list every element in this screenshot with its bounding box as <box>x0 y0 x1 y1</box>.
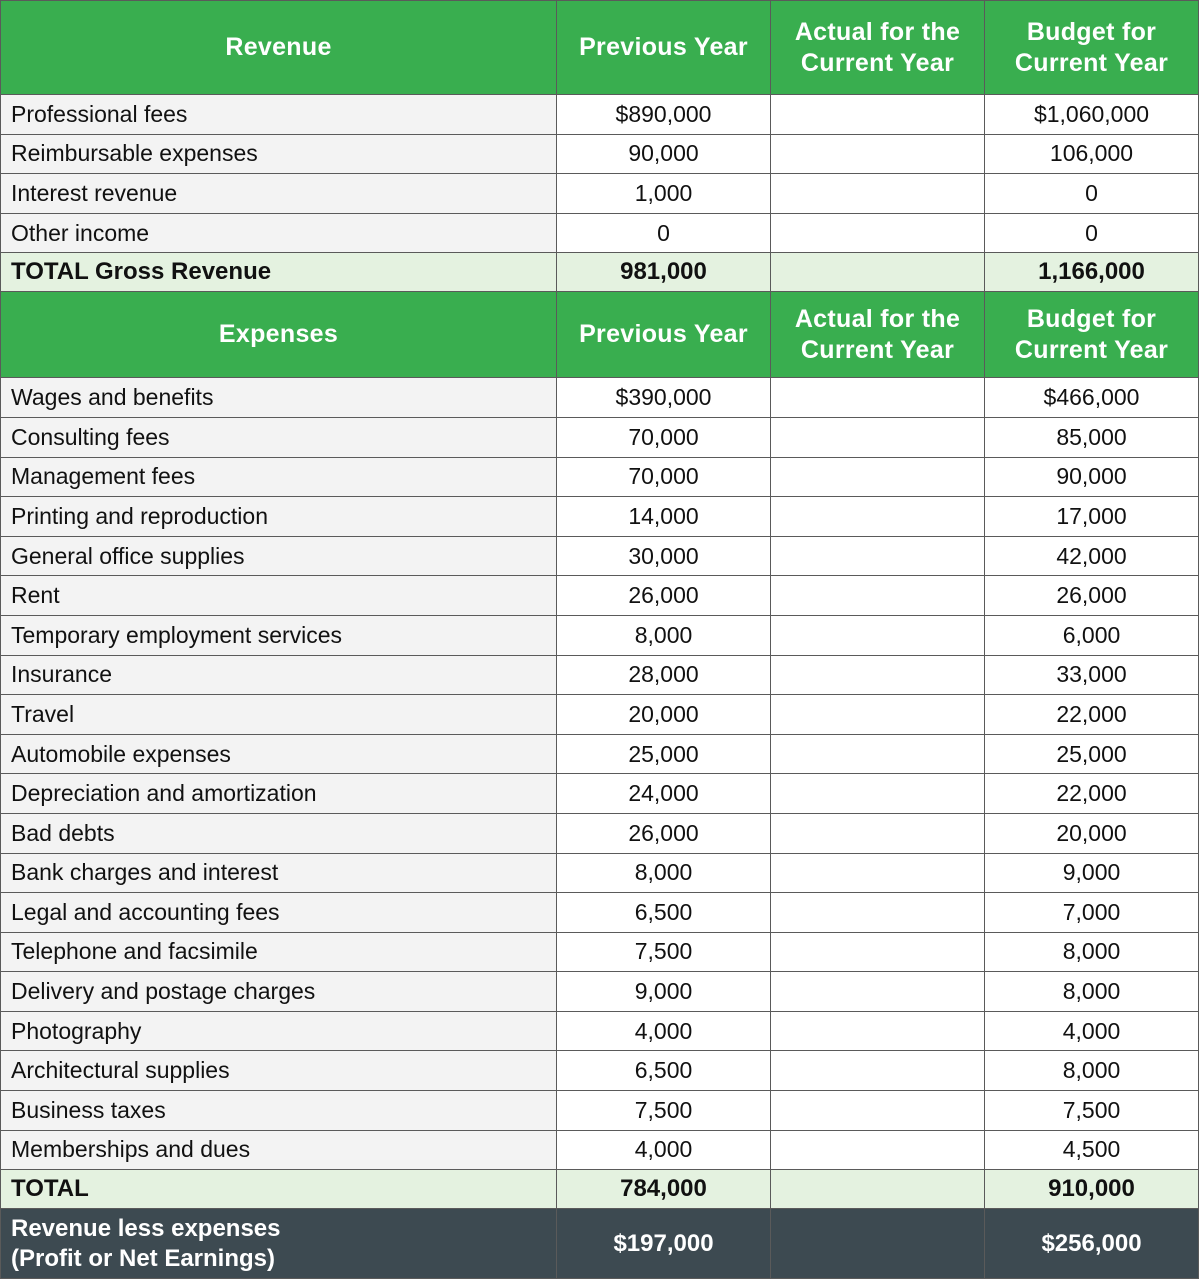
row-label: Photography <box>1 1011 557 1051</box>
budget-current-year-value: 20,000 <box>985 813 1199 853</box>
budget-current-year-value: 4,500 <box>985 1130 1199 1170</box>
budget-current-year-value: 7,000 <box>985 893 1199 933</box>
budget-current-year-value: 22,000 <box>985 695 1199 735</box>
budget-current-year-value: 4,000 <box>985 1011 1199 1051</box>
expense-row <box>1 1130 1199 1170</box>
budget-current-year-value: 106,000 <box>985 134 1199 174</box>
previous-year-value: 0 <box>557 213 771 253</box>
row-label: Reimbursable expenses <box>1 134 557 174</box>
budget-current-year-value: $1,060,000 <box>985 95 1199 135</box>
revenue-category-header: Revenue <box>1 1 557 95</box>
actual-current-year-value <box>771 497 985 537</box>
previous-year-value: 30,000 <box>557 536 771 576</box>
row-label: Management fees <box>1 457 557 497</box>
net-label-line: (Profit or Net Earnings) <box>11 1244 276 1272</box>
budget-current-year-value: 8,000 <box>985 972 1199 1012</box>
actual-current-year-value <box>771 893 985 933</box>
budget-current-year-value: 0 <box>985 174 1199 214</box>
row-label: Depreciation and amortization <box>1 774 557 814</box>
expense-row <box>1 1011 1199 1051</box>
row-label: Temporary employment services <box>1 615 557 655</box>
actual-current-year-net <box>771 1209 985 1279</box>
header-line: Current Year <box>800 48 955 77</box>
budget-current-year-value: $466,000 <box>985 378 1199 418</box>
row-label: Legal and accounting fees <box>1 893 557 933</box>
net-label-line: Revenue less expenses <box>11 1214 281 1242</box>
expense-row <box>1 1091 1199 1131</box>
net-earnings-row <box>1 1209 1199 1279</box>
row-label: General office supplies <box>1 536 557 576</box>
previous-year-value: 20,000 <box>557 695 771 735</box>
actual-current-year-value <box>771 615 985 655</box>
expense-row <box>1 734 1199 774</box>
budget-current-year-value: 17,000 <box>985 497 1199 537</box>
expense-row <box>1 972 1199 1012</box>
previous-year-value: 4,000 <box>557 1011 771 1051</box>
header-line: Budget for <box>1026 17 1157 46</box>
actual-current-year-value <box>771 457 985 497</box>
expense-row <box>1 893 1199 933</box>
total-label: TOTAL <box>1 1170 557 1209</box>
expense-row <box>1 1051 1199 1091</box>
expense-row <box>1 813 1199 853</box>
actual-current-year-value <box>771 95 985 135</box>
previous-year-value: $890,000 <box>557 95 771 135</box>
budget-current-year-value: 0 <box>985 213 1199 253</box>
expenses-budget-current-header <box>985 292 1199 378</box>
actual-current-year-value <box>771 813 985 853</box>
budget-current-year-total: 910,000 <box>985 1170 1199 1209</box>
actual-current-year-total <box>771 253 985 292</box>
expense-row <box>1 378 1199 418</box>
expense-row <box>1 615 1199 655</box>
actual-current-year-value <box>771 378 985 418</box>
row-label: Printing and reproduction <box>1 497 557 537</box>
row-label: Architectural supplies <box>1 1051 557 1091</box>
row-label: Rent <box>1 576 557 616</box>
actual-current-year-value <box>771 576 985 616</box>
budget-current-year-value: 42,000 <box>985 536 1199 576</box>
actual-current-year-value <box>771 1051 985 1091</box>
expense-row <box>1 853 1199 893</box>
expenses-category-header: Expenses <box>1 292 557 378</box>
actual-current-year-value <box>771 1130 985 1170</box>
previous-year-value: 70,000 <box>557 457 771 497</box>
budget-current-year-value: 6,000 <box>985 615 1199 655</box>
row-label: Insurance <box>1 655 557 695</box>
row-label: Travel <box>1 695 557 735</box>
budget-current-year-value: 8,000 <box>985 1051 1199 1091</box>
previous-year-value: 6,500 <box>557 1051 771 1091</box>
expenses-total-row <box>1 1170 1199 1209</box>
row-label: Automobile expenses <box>1 734 557 774</box>
previous-year-value: 24,000 <box>557 774 771 814</box>
row-label: Interest revenue <box>1 174 557 214</box>
expenses-section <box>1 292 1199 1279</box>
budget-current-year-total: 1,166,000 <box>985 253 1199 292</box>
previous-year-total: 784,000 <box>557 1170 771 1209</box>
previous-year-value: 26,000 <box>557 576 771 616</box>
previous-year-value: 8,000 <box>557 615 771 655</box>
revenue-row <box>1 174 1199 214</box>
row-label: Bad debts <box>1 813 557 853</box>
row-label: Business taxes <box>1 1091 557 1131</box>
previous-year-value: 14,000 <box>557 497 771 537</box>
revenue-total-row <box>1 253 1199 292</box>
expense-row <box>1 695 1199 735</box>
budget-current-year-value: 90,000 <box>985 457 1199 497</box>
previous-year-value: 4,000 <box>557 1130 771 1170</box>
actual-current-year-value <box>771 417 985 457</box>
expenses-header-row <box>1 292 1199 378</box>
actual-current-year-value <box>771 734 985 774</box>
previous-year-net: $197,000 <box>557 1209 771 1279</box>
budget-current-year-value: 26,000 <box>985 576 1199 616</box>
actual-current-year-value <box>771 853 985 893</box>
revenue-row <box>1 134 1199 174</box>
expenses-previous-year-header: Previous Year <box>557 292 771 378</box>
row-label: Telephone and facsimile <box>1 932 557 972</box>
actual-current-year-value <box>771 655 985 695</box>
previous-year-total: 981,000 <box>557 253 771 292</box>
header-line: Budget for <box>1026 304 1157 333</box>
row-label: Consulting fees <box>1 417 557 457</box>
net-earnings-label <box>1 1209 557 1279</box>
budget-current-year-value: 7,500 <box>985 1091 1199 1131</box>
header-line: Current Year <box>800 335 955 364</box>
revenue-previous-year-header: Previous Year <box>557 1 771 95</box>
row-label: Memberships and dues <box>1 1130 557 1170</box>
row-label: Wages and benefits <box>1 378 557 418</box>
row-label: Delivery and postage charges <box>1 972 557 1012</box>
header-line: Current Year <box>1014 48 1169 77</box>
actual-current-year-value <box>771 1011 985 1051</box>
budget-current-year-value: 25,000 <box>985 734 1199 774</box>
expense-row <box>1 497 1199 537</box>
previous-year-value: 7,500 <box>557 1091 771 1131</box>
revenue-actual-current-header <box>771 1 985 95</box>
budget-current-year-value: 22,000 <box>985 774 1199 814</box>
previous-year-value: 70,000 <box>557 417 771 457</box>
revenue-row <box>1 213 1199 253</box>
expense-row <box>1 457 1199 497</box>
budget-current-year-net: $256,000 <box>985 1209 1199 1279</box>
revenue-section <box>1 1 1199 292</box>
expense-row <box>1 576 1199 616</box>
revenue-budget-current-header <box>985 1 1199 95</box>
previous-year-value: 90,000 <box>557 134 771 174</box>
revenue-header-row <box>1 1 1199 95</box>
header-line: Actual for the <box>794 304 961 333</box>
actual-current-year-value <box>771 932 985 972</box>
budget-current-year-value: 8,000 <box>985 932 1199 972</box>
previous-year-value: 9,000 <box>557 972 771 1012</box>
previous-year-value: $390,000 <box>557 378 771 418</box>
revenue-row <box>1 95 1199 135</box>
actual-current-year-value <box>771 213 985 253</box>
row-label: Other income <box>1 213 557 253</box>
expense-row <box>1 655 1199 695</box>
expense-row <box>1 932 1199 972</box>
budget-current-year-value: 85,000 <box>985 417 1199 457</box>
expense-row <box>1 417 1199 457</box>
budget-current-year-value: 9,000 <box>985 853 1199 893</box>
actual-current-year-value <box>771 536 985 576</box>
actual-current-year-total <box>771 1170 985 1209</box>
actual-current-year-value <box>771 695 985 735</box>
previous-year-value: 1,000 <box>557 174 771 214</box>
previous-year-value: 7,500 <box>557 932 771 972</box>
header-line: Actual for the <box>794 17 961 46</box>
previous-year-value: 25,000 <box>557 734 771 774</box>
total-label: TOTAL Gross Revenue <box>1 253 557 292</box>
previous-year-value: 6,500 <box>557 893 771 933</box>
expense-row <box>1 774 1199 814</box>
actual-current-year-value <box>771 174 985 214</box>
actual-current-year-value <box>771 1091 985 1131</box>
header-line: Current Year <box>1014 335 1169 364</box>
budget-current-year-value: 33,000 <box>985 655 1199 695</box>
row-label: Professional fees <box>1 95 557 135</box>
actual-current-year-value <box>771 134 985 174</box>
previous-year-value: 8,000 <box>557 853 771 893</box>
actual-current-year-value <box>771 774 985 814</box>
expense-row <box>1 536 1199 576</box>
previous-year-value: 28,000 <box>557 655 771 695</box>
previous-year-value: 26,000 <box>557 813 771 853</box>
row-label: Bank charges and interest <box>1 853 557 893</box>
expenses-actual-current-header <box>771 292 985 378</box>
actual-current-year-value <box>771 972 985 1012</box>
